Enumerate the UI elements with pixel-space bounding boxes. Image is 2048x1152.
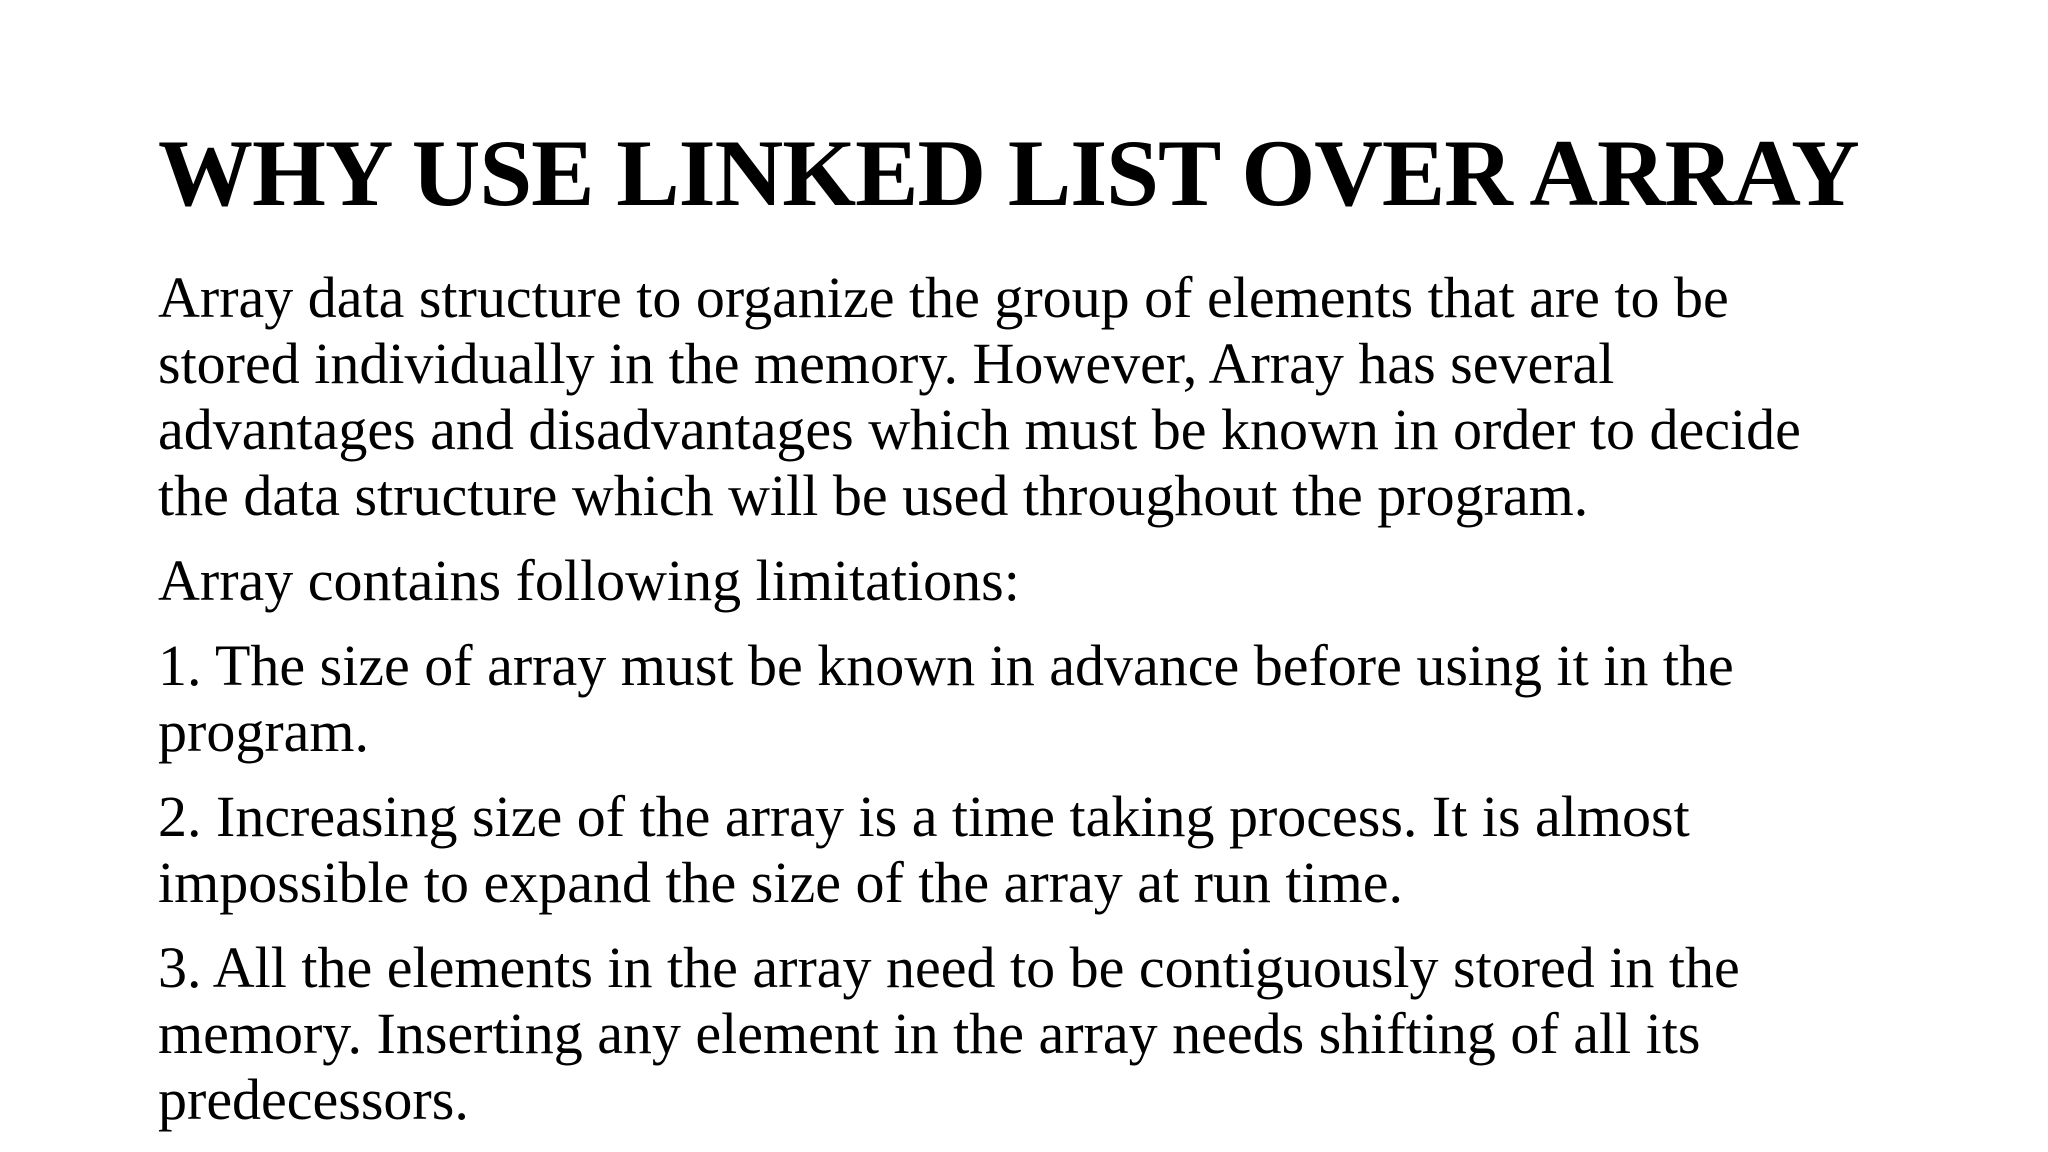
- text-line: Array data structure to organize the group of elements that are to be: [158, 265, 1729, 330]
- limitation-item-3: [158, 935, 1988, 1133]
- paragraph-limitations-heading: [158, 548, 1988, 614]
- slide-title: WHY USE LINKED LIST OVER ARRAY: [158, 120, 1859, 226]
- text-line: predecessors.: [158, 1067, 469, 1132]
- limitation-item-1: [158, 633, 1988, 765]
- text-line: advantages and disadvantages which must be known in order to decide: [158, 397, 1801, 462]
- text-line: Array contains following limitations:: [158, 548, 1020, 613]
- limitation-item-2: [158, 784, 1988, 916]
- text-line: impossible to expand the size of the array at run time.: [158, 850, 1404, 915]
- text-line: stored individually in the memory. However, Array has several: [158, 331, 1615, 396]
- slide-body: [158, 265, 1988, 1133]
- text-line: program.: [158, 699, 369, 764]
- text-line: 3. All the elements in the array need to be contiguously stored in the: [158, 935, 1740, 1000]
- text-line: 1. The size of array must be known in advance before using it in the: [158, 633, 1734, 698]
- text-line: memory. Inserting any element in the array needs shifting of all its: [158, 1001, 1701, 1066]
- text-line: the data structure which will be used throughout the program.: [158, 463, 1589, 528]
- paragraph-intro: [158, 265, 1988, 529]
- text-line: 2. Increasing size of the array is a time taking process. It is almost: [158, 784, 1690, 849]
